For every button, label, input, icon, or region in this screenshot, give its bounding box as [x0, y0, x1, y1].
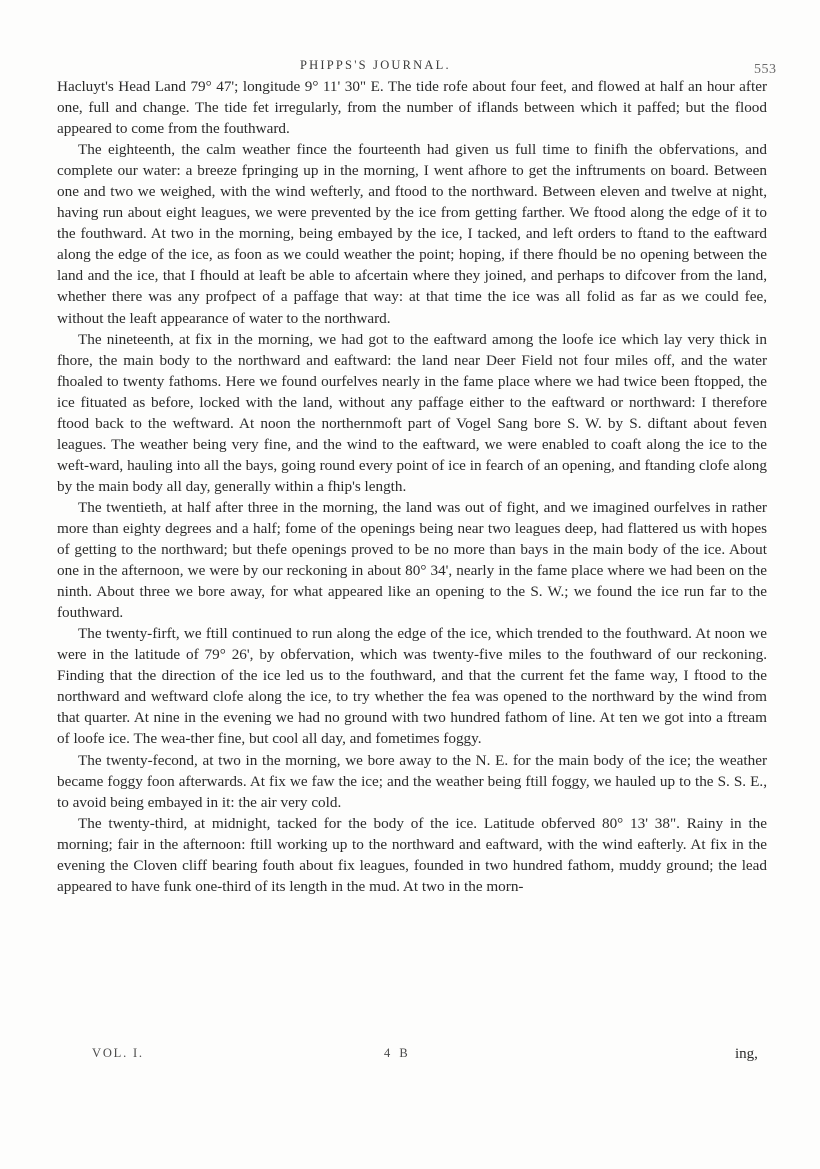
page-title: PHIPPS'S JOURNAL. — [300, 58, 451, 72]
paragraph-twentieth: The twentieth, at half after three in the morning, the land was out of fight, and we imagined ourfelves in rather more than eighty degrees and a half; fome of the openings being near two leagues deep, had flattered us with hopes of getting to the northward; but thefe openings proved to be no more than bays in the main body of the ice. About one in the afternoon, we were by our reckoning in about 80° 34', nearly in the fame place where we had been on the ninth. About three we bore away, for what appeared like an opening to the S. W.; we found the ice run far to the fouthward. — [57, 498, 767, 622]
body-text — [57, 76, 767, 897]
paragraph-nineteenth: The nineteenth, at fix in the morning, we had got to the eaftward among the loofe ice which lay very thick in fhore, the main body to the northward and eaftward: the land near Deer Field not four miles off, and the water fhoaled to twenty fathoms. Here we found ourfelves nearly in the fame place where we had twice been ftopped, the ice fituated as before, locked with the land, without any paffage either to the eaftward or northward: I therefore ftood back to the weftward. At noon the northernmoft part of Vogel Sang bore S. W. by S. diftant about feven leagues. The weather being very fine, and the wind to the eaftward, we were enabled to coaft along the ice to the weft-ward, hauling into all the bays, going round every point of ice in fearch of an opening, and ftanding clofe along by the main body all day, generally within a fhip's length. — [57, 330, 767, 495]
signature-mark: 4 B — [384, 1046, 411, 1060]
paragraph-twenty-third: The twenty-third, at midnight, tacked for the body of the ice. Latitude obferved 80° 13' 38". Rainy in the morning; fair in the afternoon: ftill working up to the northward and eaftward, with the wind eafterly. At fix in the evening the Cloven cliff bearing fouth about fix leagues, founded in two hundred fathom, muddy ground; the lead appeared to have funk one-third of its length in the mud. At two in the morn- — [57, 814, 767, 895]
catchword: ing, — [735, 1046, 758, 1062]
paragraph-twenty-first: The twenty-firft, we ftill continued to run along the edge of the ice, which trended to the fouthward. At noon we were in the latitude of 79° 26', by obfervation, which was twenty-five miles to the fouthward of our reckoning. Finding that the direction of the ice led us to the fouthward, and that the current fet the fame way, I ftood to the northward and weftward clofe along the ice, to try whether the fea was opened to the northward by the wind from that quarter. At nine in the evening we had no ground with two hundred fathom of line. At ten we got into a ftream of loofe ice. The wea-ther fine, but cool all day, and fometimes foggy. — [57, 625, 767, 748]
paragraph-eighteenth: The eighteenth, the calm weather fince the fourteenth had given us full time to finifh the obfervations, and complete our water: a breeze fpringing up in the morning, I went afhore to get the inftruments on board. Between one and two we weighed, with the wind wefterly, and ftood to the northward. Between eleven and twelve at night, having run about eight leagues, we were prevented by the ice from getting farther. We ftood along the edge of it to the fouthward. At two in the morning, being embayed by the ice, I tacked, and left orders to ftand to the eaftward along the edge of the ice, as foon as we could weather the point; hoping, if there fhould be no opening between the land and the ice, that I fhould at leaft be able to afcertain where they joined, and perhaps to difcover from the land, whether there was any profpect of a paffage that way: at that time the ice was all folid as far as we could fee, without the leaft appearance of water to the northward. — [57, 141, 767, 327]
paragraph-twenty-second: The twenty-fecond, at two in the morning, we bore away to the N. E. for the main body of the ice; the weather became foggy foon afterwards. At fix we faw the ice; and the weather being ftill foggy, we hauled up to the S. S. E., to avoid being embayed in it: the air very cold. — [57, 751, 767, 811]
page-footer — [0, 1046, 820, 1068]
volume-label: VOL. I. — [92, 1046, 144, 1060]
paragraph-tide-observations: Hacluyt's Head Land 79° 47'; longitude 9° 11' 30" E. The tide rofe about four feet, and flowed at half an hour after one, full and change. The tide fet irregularly, from the number of iflands between which it paffed; but the flood appeared to come from the fouthward. — [57, 78, 767, 138]
page-number: 553 — [754, 62, 777, 77]
